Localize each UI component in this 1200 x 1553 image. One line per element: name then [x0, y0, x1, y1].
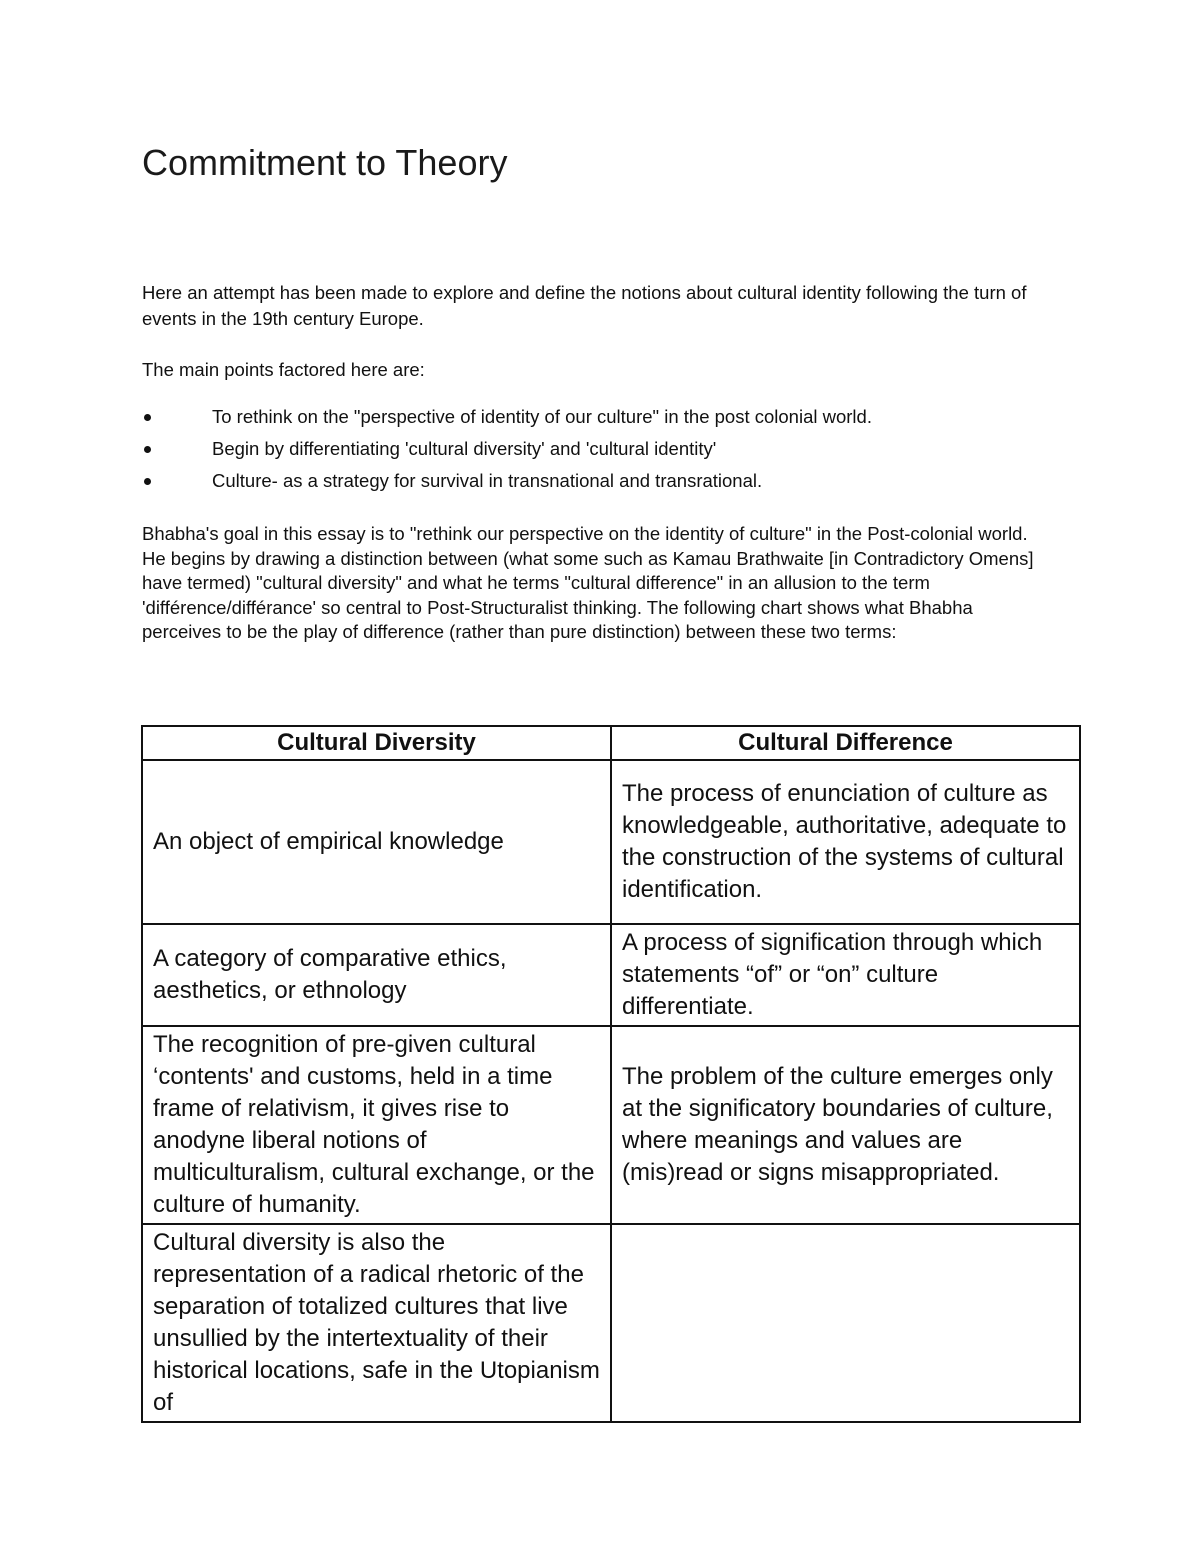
column-header-diversity: Cultural Diversity [142, 726, 611, 760]
body-paragraph: Bhabha's goal in this essay is to "rethink our perspective on the identity of culture" in the Post-colonial world. He begins by drawing a distinction between (what some such as Kamau Brathwaite [in Contradictory Omens] have termed) "cultural diversity" and what he terms "cultural difference" in an allusion to the term 'différence/différance' so central to Post-Structuralist thinking. The following chart shows what Bhabha perceives to be the play of difference (rather than pure distinction) between these two terms: [142, 523, 1034, 642]
intro-paragraph: Here an attempt has been made to explore and define the notions about cultural identity following the turn of events in the 19th century Europe. [142, 282, 1027, 329]
table-row [142, 1224, 1080, 1422]
list-item [142, 404, 1082, 436]
column-header-difference: Cultural Difference [611, 726, 1080, 760]
table-cell [611, 1224, 1080, 1422]
table-row [142, 760, 1080, 924]
table-cell: A category of comparative ethics, aesthetics, or ethnology [142, 924, 611, 1026]
list-item [142, 468, 1082, 500]
table-cell: The process of enunciation of culture as knowledgeable, authoritative, adequate to the construction of the systems of cultural identification. [611, 760, 1080, 924]
list-item-text: Begin by differentiating 'cultural diversity' and 'cultural identity' [212, 438, 717, 459]
page-title: Commitment to Theory [142, 142, 508, 183]
table-cell: Cultural diversity is also the representation of a radical rhetoric of the separation of totalized cultures that live unsullied by the intertextuality of their historical locations, safe in the Utopianism of [142, 1224, 611, 1422]
bullet-icon [144, 414, 151, 421]
bullet-icon [144, 478, 151, 485]
lead-paragraph: The main points factored here are: [142, 359, 425, 380]
table-row [142, 924, 1080, 1026]
table-cell: The recognition of pre-given cultural ‘contents' and customs, held in a time frame of relativism, it gives rise to anodyne liberal notions of multiculturalism, cultural exchange, or the culture of humanity. [142, 1026, 611, 1224]
table-cell: A process of signification through which statements “of” or “on” culture differentiate. [611, 924, 1080, 1026]
table-header-row [142, 726, 1080, 760]
table-cell: The problem of the culture emerges only at the significatory boundaries of culture, where meanings and values are (mis)read or signs misappropriated. [611, 1026, 1080, 1224]
list-item-text: Culture- as a strategy for survival in transnational and transrational. [212, 470, 763, 491]
bullet-icon [144, 446, 151, 453]
list-item [142, 436, 1082, 468]
main-points-list [142, 404, 1082, 500]
list-item-text: To rethink on the "perspective of identity of our culture" in the post colonial world. [212, 406, 872, 427]
comparison-table [141, 725, 1081, 1423]
table-row [142, 1026, 1080, 1224]
table-cell: An object of empirical knowledge [142, 760, 611, 924]
